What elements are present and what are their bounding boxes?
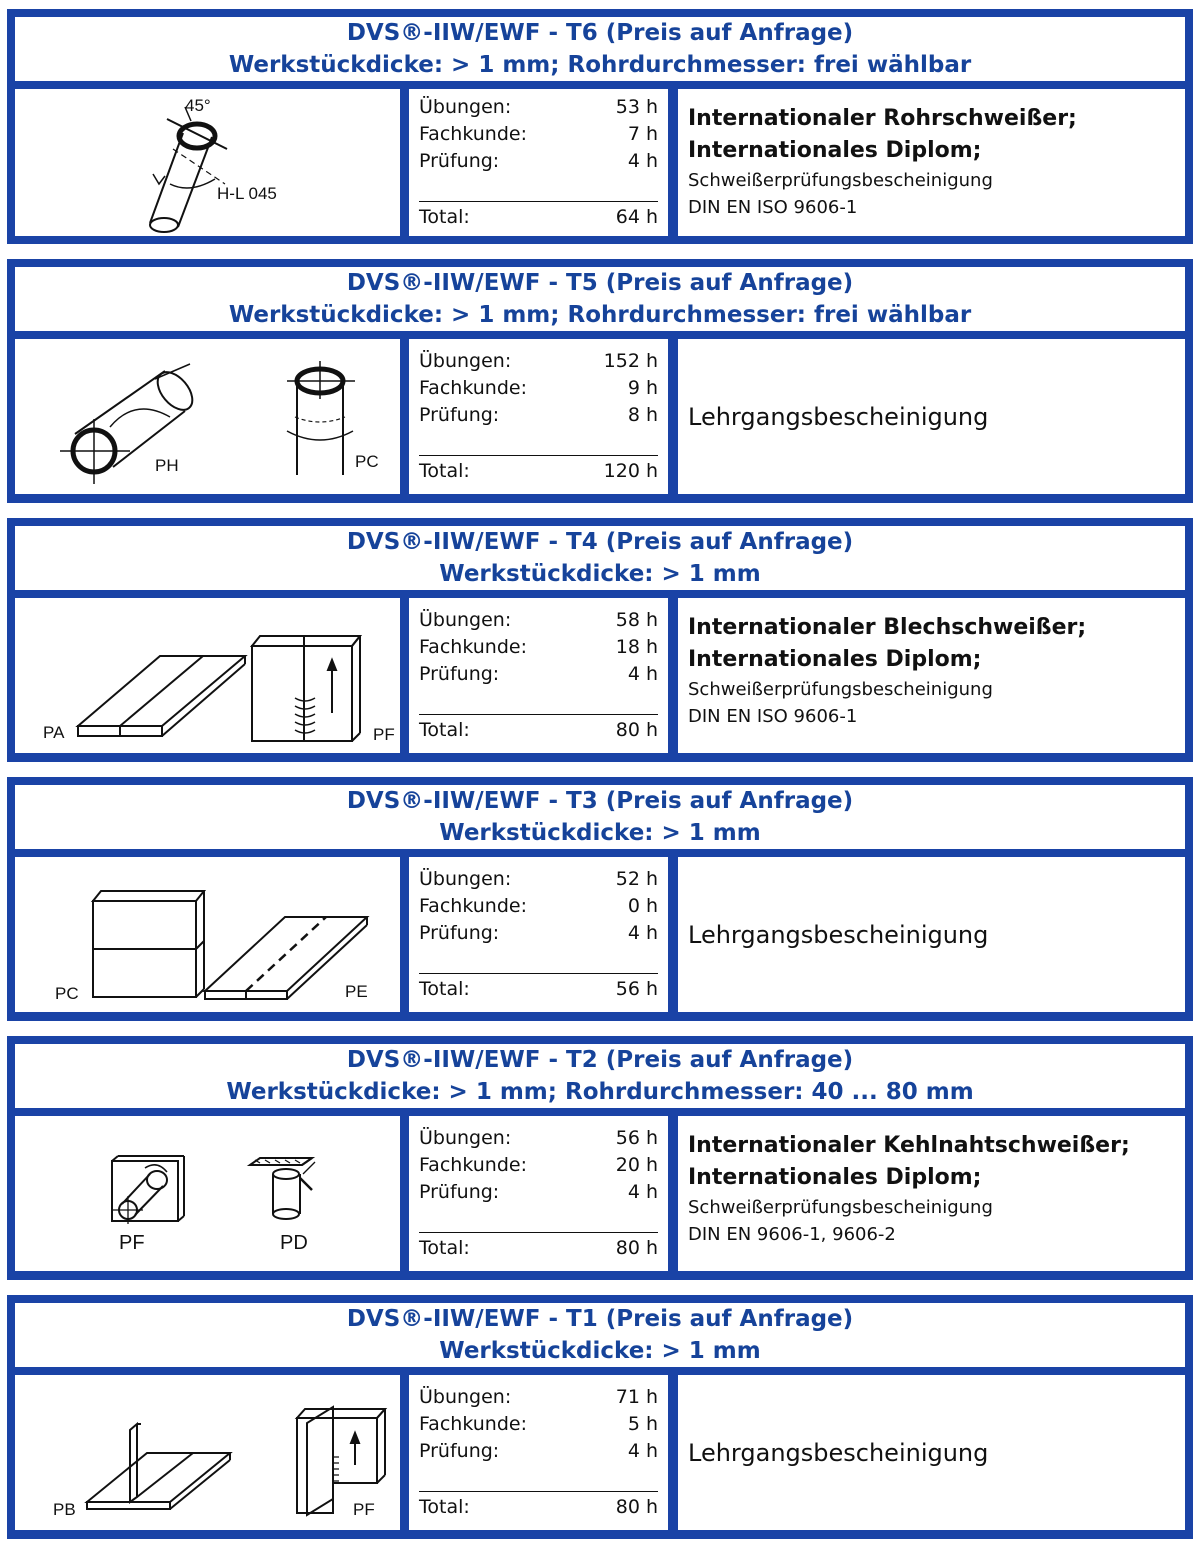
total-row xyxy=(419,1491,658,1518)
total-value: 64 h xyxy=(615,206,658,228)
illustration-cell xyxy=(15,598,400,753)
certificate-cell xyxy=(678,1375,1185,1530)
certificate-cell xyxy=(678,598,1185,753)
total-value: 56 h xyxy=(615,978,658,1000)
hours-row xyxy=(419,148,658,175)
hours-value: 52 h xyxy=(615,868,658,890)
hours-row xyxy=(419,1125,658,1152)
course-block-t6 xyxy=(7,9,1193,244)
certificate xyxy=(688,1375,1177,1530)
course-title: DVS®-IIW/EWF - T2 (Preis auf Anfrage) xyxy=(346,1047,854,1073)
hours-value: 8 h xyxy=(627,404,658,426)
course-title: DVS®-IIW/EWF - T5 (Preis auf Anfrage) xyxy=(346,270,854,296)
total-value: 120 h xyxy=(603,460,658,482)
hours-value: 18 h xyxy=(615,636,658,658)
hours-row xyxy=(419,661,658,688)
hours-value: 0 h xyxy=(627,895,658,917)
hours-row xyxy=(419,94,658,121)
course-header xyxy=(15,526,1185,590)
course-header xyxy=(15,1044,1185,1108)
hours-label: Fachkunde: xyxy=(419,895,527,917)
certificate-cell xyxy=(678,89,1185,236)
illustration-cell xyxy=(15,1375,400,1530)
course-title: DVS®-IIW/EWF - T1 (Preis auf Anfrage) xyxy=(346,1306,854,1332)
certificate-title: Internationaler Rohrschweißer; xyxy=(688,106,1077,131)
hours-row xyxy=(419,1179,658,1206)
hours-row xyxy=(419,1438,658,1465)
course-title: DVS®-IIW/EWF - T4 (Preis auf Anfrage) xyxy=(346,529,854,555)
pipe-positions-icon xyxy=(15,339,400,494)
hours-label: Fachkunde: xyxy=(419,1154,527,1176)
hours-list xyxy=(419,1384,658,1465)
certificate-title: Lehrgangsbescheinigung xyxy=(688,1438,989,1467)
hours-list xyxy=(419,94,658,175)
illustration-cell xyxy=(15,89,400,236)
certificate-document: Schweißerprüfungsbescheinigung xyxy=(688,1197,993,1218)
course-header xyxy=(15,1303,1185,1367)
hours-cell xyxy=(409,857,668,1012)
illustration-label: PD xyxy=(280,1232,308,1254)
total-label: Total: xyxy=(419,460,470,482)
course-header xyxy=(15,785,1185,849)
certificate-title: Lehrgangsbescheinigung xyxy=(688,402,989,431)
hours-label: Übungen: xyxy=(419,96,512,118)
certificate-standard: DIN EN 9606-1, 9606-2 xyxy=(688,1224,896,1245)
hours-label: Übungen: xyxy=(419,350,512,372)
course-title: DVS®-IIW/EWF - T6 (Preis auf Anfrage) xyxy=(346,20,854,46)
illustration-label: PF xyxy=(119,1232,145,1254)
certificate xyxy=(688,339,1177,494)
course-subtitle: Werkstückdicke: > 1 mm xyxy=(439,1338,761,1364)
total-value: 80 h xyxy=(615,719,658,741)
course-subtitle: Werkstückdicke: > 1 mm; Rohrdurchmesser: 40 ... 80 mm xyxy=(226,1079,974,1105)
course-header xyxy=(15,17,1185,81)
illustration-label: PE xyxy=(345,982,368,1001)
certificate-cell xyxy=(678,857,1185,1012)
illustration-label: PH xyxy=(155,456,179,475)
illustration-label: H-L 045 xyxy=(217,184,277,203)
hours-row xyxy=(419,920,658,947)
illustration-label: PA xyxy=(43,723,65,742)
total-label: Total: xyxy=(419,1496,470,1518)
illustration-cell xyxy=(15,857,400,1012)
hours-value: 53 h xyxy=(615,96,658,118)
certificate-cell xyxy=(678,339,1185,494)
illustration-label: PC xyxy=(355,452,379,471)
certificate-standard: DIN EN ISO 9606-1 xyxy=(688,197,858,218)
certificate-title: Internationaler Kehlnahtschweißer; xyxy=(688,1133,1130,1158)
hours-label: Fachkunde: xyxy=(419,377,527,399)
illustration-label: PF xyxy=(353,1500,375,1519)
hours-label: Übungen: xyxy=(419,868,512,890)
pipe-45-icon xyxy=(15,89,400,236)
hours-list xyxy=(419,866,658,947)
hours-value: 4 h xyxy=(627,922,658,944)
illustration-label: PC xyxy=(55,984,79,1003)
certificate-document: Schweißerprüfungsbescheinigung xyxy=(688,170,993,191)
hours-label: Fachkunde: xyxy=(419,1413,527,1435)
certificate-diploma: Internationales Diplom; xyxy=(688,138,982,163)
course-block-t5 xyxy=(7,259,1193,503)
hours-row xyxy=(419,893,658,920)
hours-cell xyxy=(409,598,668,753)
t-joint-icon xyxy=(15,1375,400,1530)
course-block-t4 xyxy=(7,518,1193,762)
course-subtitle: Werkstückdicke: > 1 mm; Rohrdurchmesser: frei wählbar xyxy=(228,52,972,78)
certificate xyxy=(688,103,1177,221)
hours-row xyxy=(419,1384,658,1411)
hours-value: 7 h xyxy=(627,123,658,145)
hours-row xyxy=(419,121,658,148)
hours-label: Prüfung: xyxy=(419,922,500,944)
hours-list xyxy=(419,607,658,688)
hours-label: Prüfung: xyxy=(419,1440,500,1462)
total-row xyxy=(419,1232,658,1259)
hours-row xyxy=(419,634,658,661)
hours-label: Prüfung: xyxy=(419,150,500,172)
hours-value: 4 h xyxy=(627,1440,658,1462)
total-row xyxy=(419,455,658,482)
certificate-standard: DIN EN ISO 9606-1 xyxy=(688,706,858,727)
hours-cell xyxy=(409,1116,668,1271)
hours-row xyxy=(419,402,658,429)
total-label: Total: xyxy=(419,978,470,1000)
hours-row xyxy=(419,375,658,402)
hours-label: Übungen: xyxy=(419,609,512,631)
hours-label: Prüfung: xyxy=(419,1181,500,1203)
hours-row xyxy=(419,607,658,634)
certificate-title: Internationaler Blechschweißer; xyxy=(688,615,1087,640)
certificate xyxy=(688,857,1177,1012)
hours-label: Prüfung: xyxy=(419,404,500,426)
illustration-label: 45° xyxy=(185,96,211,115)
course-title: DVS®-IIW/EWF - T3 (Preis auf Anfrage) xyxy=(346,788,854,814)
certificate xyxy=(688,1130,1177,1248)
fillet-pipe-icon xyxy=(15,1116,400,1271)
total-row xyxy=(419,973,658,1000)
total-row xyxy=(419,201,658,228)
certificate xyxy=(688,612,1177,730)
illustration-label: PB xyxy=(53,1500,76,1519)
total-value: 80 h xyxy=(615,1237,658,1259)
hours-row xyxy=(419,1411,658,1438)
course-subtitle: Werkstückdicke: > 1 mm; Rohrdurchmesser: frei wählbar xyxy=(228,302,972,328)
hours-row xyxy=(419,866,658,893)
plate-positions-icon xyxy=(15,857,400,1012)
total-label: Total: xyxy=(419,1237,470,1259)
hours-row xyxy=(419,1152,658,1179)
hours-value: 4 h xyxy=(627,663,658,685)
course-block-t1 xyxy=(7,1295,1193,1539)
hours-label: Übungen: xyxy=(419,1386,512,1408)
total-label: Total: xyxy=(419,206,470,228)
hours-value: 152 h xyxy=(603,350,658,372)
hours-value: 20 h xyxy=(615,1154,658,1176)
hours-label: Übungen: xyxy=(419,1127,512,1149)
certificate-diploma: Internationales Diplom; xyxy=(688,647,982,672)
hours-list xyxy=(419,348,658,429)
hours-row xyxy=(419,348,658,375)
hours-list xyxy=(419,1125,658,1206)
course-block-t3 xyxy=(7,777,1193,1021)
hours-value: 58 h xyxy=(615,609,658,631)
certificate-diploma: Internationales Diplom; xyxy=(688,1165,982,1190)
hours-value: 71 h xyxy=(615,1386,658,1408)
course-subtitle: Werkstückdicke: > 1 mm xyxy=(439,561,761,587)
hours-cell xyxy=(409,339,668,494)
certificate-document: Schweißerprüfungsbescheinigung xyxy=(688,679,993,700)
certificate-title: Lehrgangsbescheinigung xyxy=(688,920,989,949)
plate-positions-icon xyxy=(15,598,400,753)
illustration-cell xyxy=(15,1116,400,1271)
total-row xyxy=(419,714,658,741)
certificate-cell xyxy=(678,1116,1185,1271)
hours-value: 4 h xyxy=(627,150,658,172)
course-subtitle: Werkstückdicke: > 1 mm xyxy=(439,820,761,846)
total-value: 80 h xyxy=(615,1496,658,1518)
hours-value: 4 h xyxy=(627,1181,658,1203)
total-label: Total: xyxy=(419,719,470,741)
hours-value: 9 h xyxy=(627,377,658,399)
hours-label: Fachkunde: xyxy=(419,123,527,145)
hours-label: Fachkunde: xyxy=(419,636,527,658)
hours-value: 56 h xyxy=(615,1127,658,1149)
hours-cell xyxy=(409,89,668,236)
hours-value: 5 h xyxy=(627,1413,658,1435)
illustration-label: PF xyxy=(373,725,395,744)
hours-label: Prüfung: xyxy=(419,663,500,685)
course-block-t2 xyxy=(7,1036,1193,1280)
hours-cell xyxy=(409,1375,668,1530)
illustration-cell xyxy=(15,339,400,494)
course-header xyxy=(15,267,1185,331)
